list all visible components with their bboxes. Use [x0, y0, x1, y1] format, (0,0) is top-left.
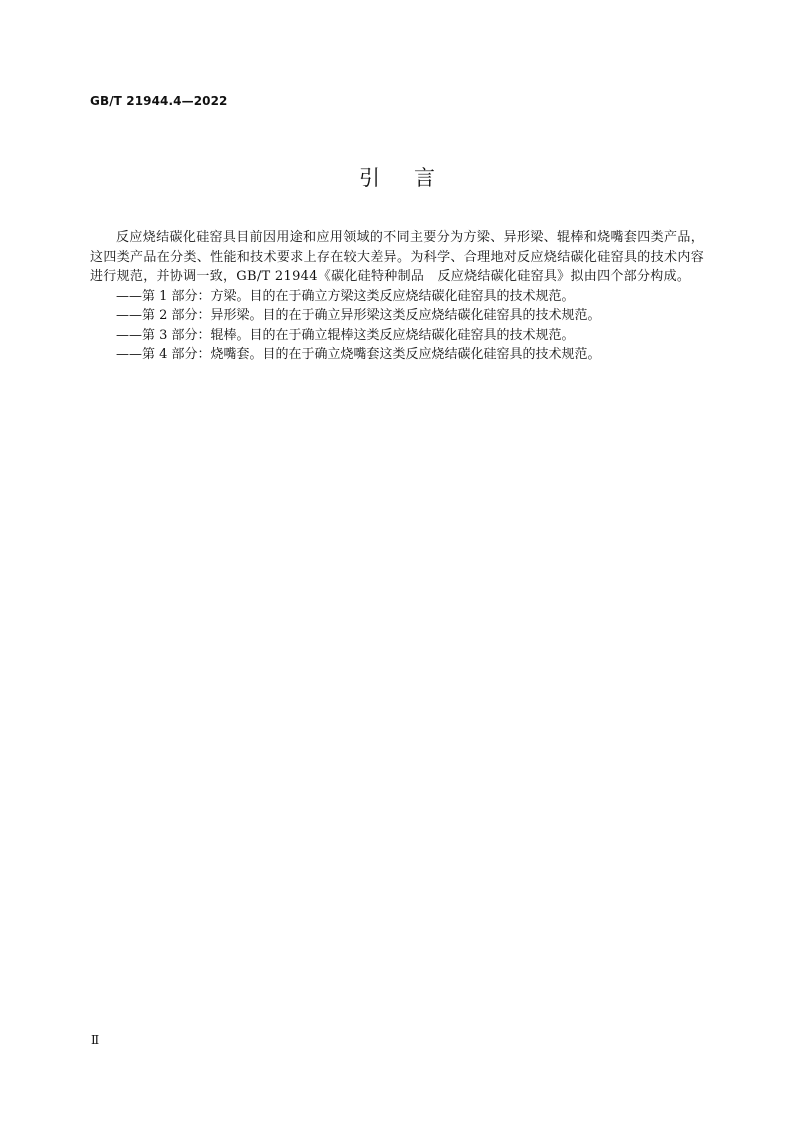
part-item-4: [90, 345, 704, 365]
intro-paragraph: 反应烧结碳化硅窑具目前因用途和应用领域的不同主要分为方梁、异形梁、辊棒和烧嘴套四类产品，这四类产品在分类、性能和技术要求上存在较大差异。为科学、合理地对反应烧结碳化硅窑具的技术内容进行规范，并协调一致，GB/T 21944《碳化硅特种制品 反应烧结碳化硅窑具》拟由四个部分构成。: [90, 230, 704, 284]
page-number: Ⅱ: [91, 1033, 100, 1047]
page-title: 引言: [359, 166, 469, 190]
part-item-4-text: ——第 4 部分：烧嘴套。目的在于确立烧嘴套这类反应烧结碳化硅窑具的技术规范。: [116, 347, 601, 362]
part-item-2-text: ——第 2 部分：异形梁。目的在于确立异形梁这类反应烧结碳化硅窑具的技术规范。: [116, 308, 601, 323]
part-item-1-text: ——第 1 部分：方梁。目的在于确立方梁这类反应烧结碳化硅窑具的技术规范。: [116, 288, 575, 304]
part-item-3: [90, 326, 704, 346]
introduction-body: [90, 228, 704, 365]
standard-number: GB/T 21944.4—2022: [90, 94, 228, 108]
part-item-3-text: ——第 3 部分：辊棒。目的在于确立辊棒这类反应烧结碳化硅窑具的技术规范。: [116, 327, 575, 343]
part-item-1: [90, 287, 704, 307]
part-item-2: [90, 306, 704, 326]
